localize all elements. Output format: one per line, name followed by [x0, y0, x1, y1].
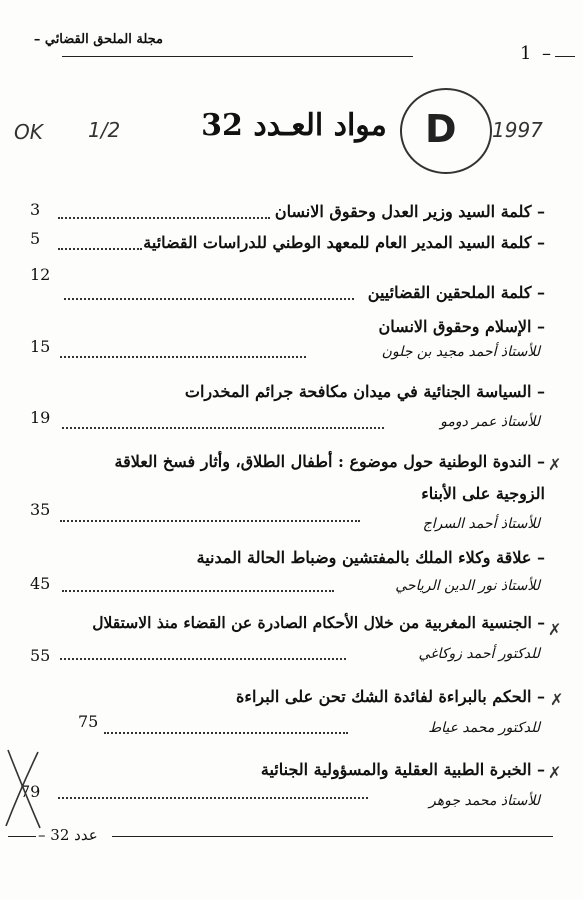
toc-page-number: 35: [30, 500, 51, 519]
toc-entry-title-line2: الزوجية على الأبناء: [421, 484, 545, 503]
handwritten-ok: OK: [14, 120, 43, 144]
toc-entry-title: – الخبرة الطبية العقلية والمسؤولية الجنائية: [260, 760, 545, 779]
toc-entry-title: – الحكم بالبراءة لفائدة الشك تحن على البراءة: [236, 687, 545, 706]
handwritten-year: 1997: [492, 118, 543, 142]
toc-entry-title: – السياسة الجنائية في ميدان مكافحة جرائم المخدرات: [184, 382, 545, 401]
footer-rule: [112, 836, 553, 837]
toc-entry-author: للدكتور أحمد زوكاغي: [418, 646, 540, 662]
toc-entry-title: – كلمة السيد المدير العام للمعهد الوطني للدراسات القضائية: [143, 233, 545, 252]
hand-check-mark: ✗: [548, 455, 562, 474]
toc-entry-author: للأستاذ محمد جوهر: [429, 793, 540, 809]
dot-leader: [64, 298, 354, 300]
toc-entry-author: للأستاذ أحمد مجيد بن جلون: [381, 344, 540, 360]
issue-footer: عدد 32 –: [38, 826, 98, 844]
running-title: مجلة الملحق القضائي –: [33, 32, 163, 47]
toc-entry-title: – علاقة وكلاء الملك بالمفتشين وضباط الحالة المدنية: [196, 548, 545, 567]
header-rule: [62, 56, 413, 57]
toc-page-number: 19: [30, 408, 51, 427]
dot-leader: [58, 797, 368, 799]
issue-title: مواد العـدد 32: [201, 108, 387, 143]
page-number: 1: [520, 43, 532, 64]
toc-page-number: 5: [30, 229, 41, 248]
hand-check-mark: ✗: [550, 690, 564, 709]
toc-entry-title: – كلمة الملحقين القضائيين: [367, 283, 545, 302]
dot-leader: [60, 520, 360, 522]
dot-leader: [58, 217, 270, 219]
hand-check-mark: ✗: [548, 763, 562, 782]
handwritten-fraction: 1/2: [88, 118, 121, 142]
toc-entry-author: للأستاذ نور الدين الرياحي: [395, 578, 540, 594]
dot-leader: [60, 658, 346, 660]
toc-entry-author: للأستاذ أحمد السراج: [422, 516, 540, 532]
header-rule-right: [555, 56, 575, 57]
dot-leader: [60, 356, 306, 358]
toc-entry-author: للدكتور محمد عياط: [428, 720, 540, 736]
toc-page-number: 79: [20, 782, 41, 801]
dot-leader: [104, 732, 348, 734]
toc-entry-title: – الإسلام وحقوق الانسان: [378, 317, 545, 336]
toc-entry-author: للأستاذ عمر دومو: [440, 414, 540, 430]
dot-leader: [58, 248, 142, 250]
hand-check-mark: ✗: [548, 620, 562, 639]
toc-entry-title: – كلمة السيد وزير العدل وحقوق الانسان: [274, 202, 545, 221]
toc-entry-title: – الجنسية المغربية من خلال الأحكام الصادرة عن القضاء منذ الاستقلال: [92, 613, 545, 632]
footer-rule-left: [8, 836, 36, 837]
toc-entry-title: – الندوة الوطنية حول موضوع : أطفال الطلاق، وأثار فسخ العلاقة: [114, 452, 545, 471]
toc-page-number: 15: [30, 337, 51, 356]
toc-page-number: 55: [30, 646, 51, 665]
header-dash: –: [542, 43, 551, 64]
hand-x-mark: [0, 746, 46, 832]
toc-page-number: 75: [78, 712, 99, 731]
dot-leader: [62, 590, 334, 592]
toc-page-number: 12: [30, 265, 51, 284]
toc-page-number: 45: [30, 574, 51, 593]
stamp-letter: D: [425, 107, 457, 151]
toc-page-number: 3: [30, 200, 41, 219]
dot-leader: [62, 427, 384, 429]
